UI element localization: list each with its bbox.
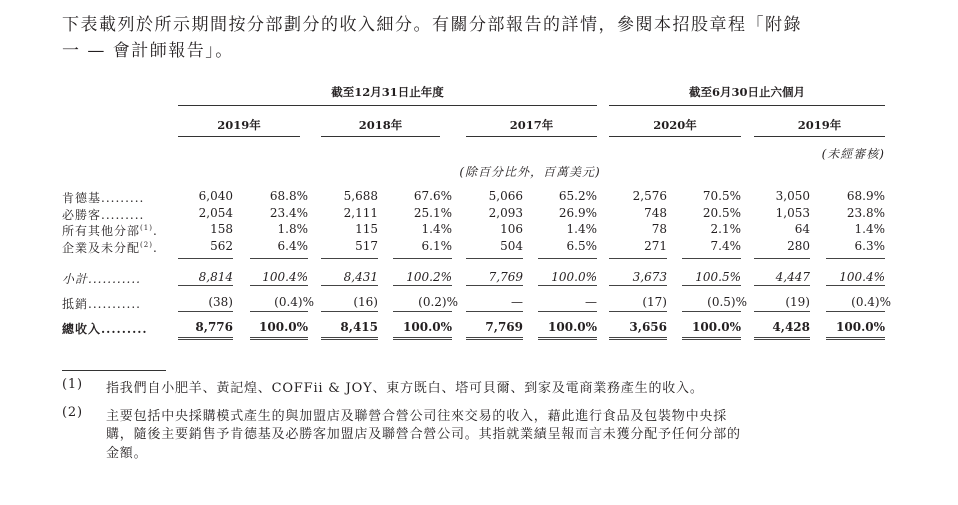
row-label (62, 239, 158, 256)
table-cell: 3,656 (629, 320, 667, 334)
underline (609, 258, 667, 259)
table-cell: 8,415 (340, 320, 378, 334)
table-cell: 65.2% (558, 189, 597, 203)
underline (178, 285, 233, 286)
underline (466, 311, 523, 312)
underline (250, 285, 308, 286)
row-label-text: 肯德基......... (62, 191, 145, 205)
table-cell: 8,776 (195, 320, 233, 334)
table-cell: — (511, 295, 523, 309)
row-label-text: 所有其他分部 (62, 224, 141, 238)
table-cell: 100.0% (259, 320, 308, 334)
double-underline (609, 337, 667, 340)
table-cell: 100.5% (695, 270, 741, 284)
underline (609, 311, 667, 312)
row-label (62, 320, 148, 337)
table-cell: 64 (794, 222, 810, 236)
underline (321, 285, 378, 286)
table-cell: 68.9% (846, 189, 885, 203)
intro-line-2: 一 — 會計師報告」。 (62, 41, 234, 61)
underline (826, 311, 885, 312)
divider (609, 136, 741, 137)
table-cell: 26.9% (558, 206, 597, 220)
table-cell: 1,053 (775, 206, 810, 220)
underline (321, 258, 378, 259)
table-cell: 7,769 (488, 270, 523, 284)
table-cell: 67.6% (413, 189, 452, 203)
leader-dot: . (152, 241, 158, 255)
table-cell: 3,673 (632, 270, 667, 284)
table-cell: 6.4% (277, 239, 308, 253)
row-label-text: 企業及未分配 (62, 241, 141, 255)
table-cell: 158 (210, 222, 233, 236)
underline (826, 258, 885, 259)
group-header-six-months: 截至6月30日止六個月 (688, 85, 805, 99)
underline (538, 258, 597, 259)
intro-line-1: 下表載列於所示期間按分部劃分的收入細分。有關分部報告的詳情，參閱本招股章程「附錄 (62, 15, 802, 35)
row-label (62, 189, 144, 206)
table-cell: (38) (208, 295, 233, 309)
row-label-text: 抵銷........... (62, 297, 141, 311)
table-cell: 78 (651, 222, 667, 236)
table-cell: 7.4% (710, 239, 741, 253)
table-cell: 100.0% (548, 320, 597, 334)
year-header: 2020年 (653, 118, 697, 132)
underline (466, 285, 523, 286)
table-cell: (0.5)% (707, 295, 747, 309)
leader-dot: . (152, 224, 158, 238)
table-cell: 1.4% (854, 222, 885, 236)
table-cell: — (585, 295, 597, 309)
table-cell: 2.1% (710, 222, 741, 236)
table-cell: 1.8% (277, 222, 308, 236)
row-label-text: 小計........... (62, 272, 141, 286)
footnote-ref: (1) (140, 224, 153, 232)
table-cell: 6.3% (854, 239, 885, 253)
table-cell: 23.4% (269, 206, 308, 220)
year-header: 2018年 (358, 118, 403, 132)
table-cell: (0.4)% (851, 295, 891, 309)
table-cell: 2,054 (198, 206, 233, 220)
row-label (62, 206, 144, 223)
table-cell: 2,093 (488, 206, 523, 220)
table-cell: 100.4% (262, 270, 308, 284)
footnote-text: 金額。 (106, 445, 148, 461)
underline (178, 258, 233, 259)
underline (250, 258, 308, 259)
underline (682, 258, 741, 259)
table-cell: 517 (355, 239, 378, 253)
table-cell: 280 (787, 239, 810, 253)
group-header-year: 截至12月31日止年度 (331, 85, 444, 99)
underline (321, 311, 378, 312)
divider (609, 105, 885, 106)
underline (754, 311, 810, 312)
underline (682, 311, 741, 312)
year-header: 2017年 (509, 118, 554, 132)
footnote-text: 主要包括中央採購模式產生的與加盟店及聯營合營公司往來交易的收入，藉此進行食品及包裝物中央採 (106, 408, 728, 424)
table-cell: 4,428 (772, 320, 810, 334)
double-underline (250, 337, 308, 340)
underline (178, 311, 233, 312)
underline (393, 285, 452, 286)
table-cell: 562 (210, 239, 233, 253)
divider (178, 136, 300, 137)
table-cell: 23.8% (846, 206, 885, 220)
table-cell: 20.5% (702, 206, 741, 220)
table-cell: (19) (785, 295, 810, 309)
table-cell: 25.1% (413, 206, 452, 220)
row-label (62, 222, 158, 239)
table-cell: 5,688 (343, 189, 378, 203)
unit-note: (除百分比外，百萬美元) (459, 165, 601, 179)
table-cell: 100.0% (836, 320, 885, 334)
table-cell: 6.5% (566, 239, 597, 253)
table-cell: 5,066 (488, 189, 523, 203)
double-underline (682, 337, 741, 340)
table-cell: 1.4% (421, 222, 452, 236)
double-underline (393, 337, 452, 340)
table-cell: 504 (500, 239, 523, 253)
table-cell: 7,769 (485, 320, 523, 334)
underline (538, 285, 597, 286)
table-cell: (0.2)% (418, 295, 458, 309)
footnote-text: 購，隨後主要銷售予肯德基及必勝客加盟店及聯營合營公司。其指就業績呈報而言未獲分配予任何分部的 (106, 427, 741, 442)
table-cell: 100.0% (692, 320, 741, 334)
table-cell: 748 (644, 206, 667, 220)
footnote-divider (62, 370, 166, 371)
table-cell: 2,111 (343, 206, 378, 220)
underline (609, 285, 667, 286)
table-cell: (17) (642, 295, 667, 309)
table-cell: 100.0% (403, 320, 452, 334)
double-underline (321, 337, 378, 340)
year-header: 2019年 (217, 118, 261, 132)
underline (826, 285, 885, 286)
double-underline (178, 337, 233, 340)
table-cell: (16) (353, 295, 378, 309)
double-underline (466, 337, 523, 340)
table-cell: 68.8% (269, 189, 308, 203)
underline (466, 258, 523, 259)
footnote-text: 指我們自小肥羊、黃記煌、COFFii & JOY、東方既白、塔可貝爾、到家及電商業務產生的收入。 (106, 381, 704, 396)
table-cell: 1.4% (566, 222, 597, 236)
footnote-ref: (2) (140, 241, 153, 249)
underline (682, 285, 741, 286)
table-cell: 6,040 (198, 189, 233, 203)
table-cell: 6.1% (421, 239, 452, 253)
footnote-number: (1) (62, 377, 83, 392)
divider (321, 136, 440, 137)
table-cell: 8,814 (198, 270, 233, 284)
table-cell: 70.5% (702, 189, 741, 203)
table-cell: 4,447 (775, 270, 810, 284)
unaudited-note: (未經審核) (821, 147, 885, 161)
table-cell: 3,050 (775, 189, 810, 203)
double-underline (754, 337, 810, 340)
double-underline (538, 337, 597, 340)
underline (393, 258, 452, 259)
row-label-text: 總收入......... (62, 322, 148, 336)
row-label (62, 295, 141, 312)
row-label-text: 必勝客......... (62, 208, 145, 222)
table-cell: 100.4% (839, 270, 885, 284)
table-cell: 2,576 (632, 189, 667, 203)
table-cell: 100.2% (406, 270, 452, 284)
divider (754, 136, 885, 137)
footnote-number: (2) (62, 404, 83, 420)
underline (754, 285, 810, 286)
year-header: 2019年 (797, 118, 842, 132)
table-cell: 115 (355, 222, 378, 236)
table-cell: 271 (644, 239, 667, 253)
underline (393, 311, 452, 312)
divider (466, 136, 597, 137)
underline (754, 258, 810, 259)
table-cell: (0.4)% (274, 295, 314, 309)
row-label (62, 270, 141, 287)
underline (250, 311, 308, 312)
underline (538, 311, 597, 312)
double-underline (826, 337, 885, 340)
table-cell: 8,431 (343, 270, 378, 284)
table-cell: 100.0% (551, 270, 597, 284)
table-cell: 106 (500, 222, 523, 236)
divider (178, 105, 597, 106)
